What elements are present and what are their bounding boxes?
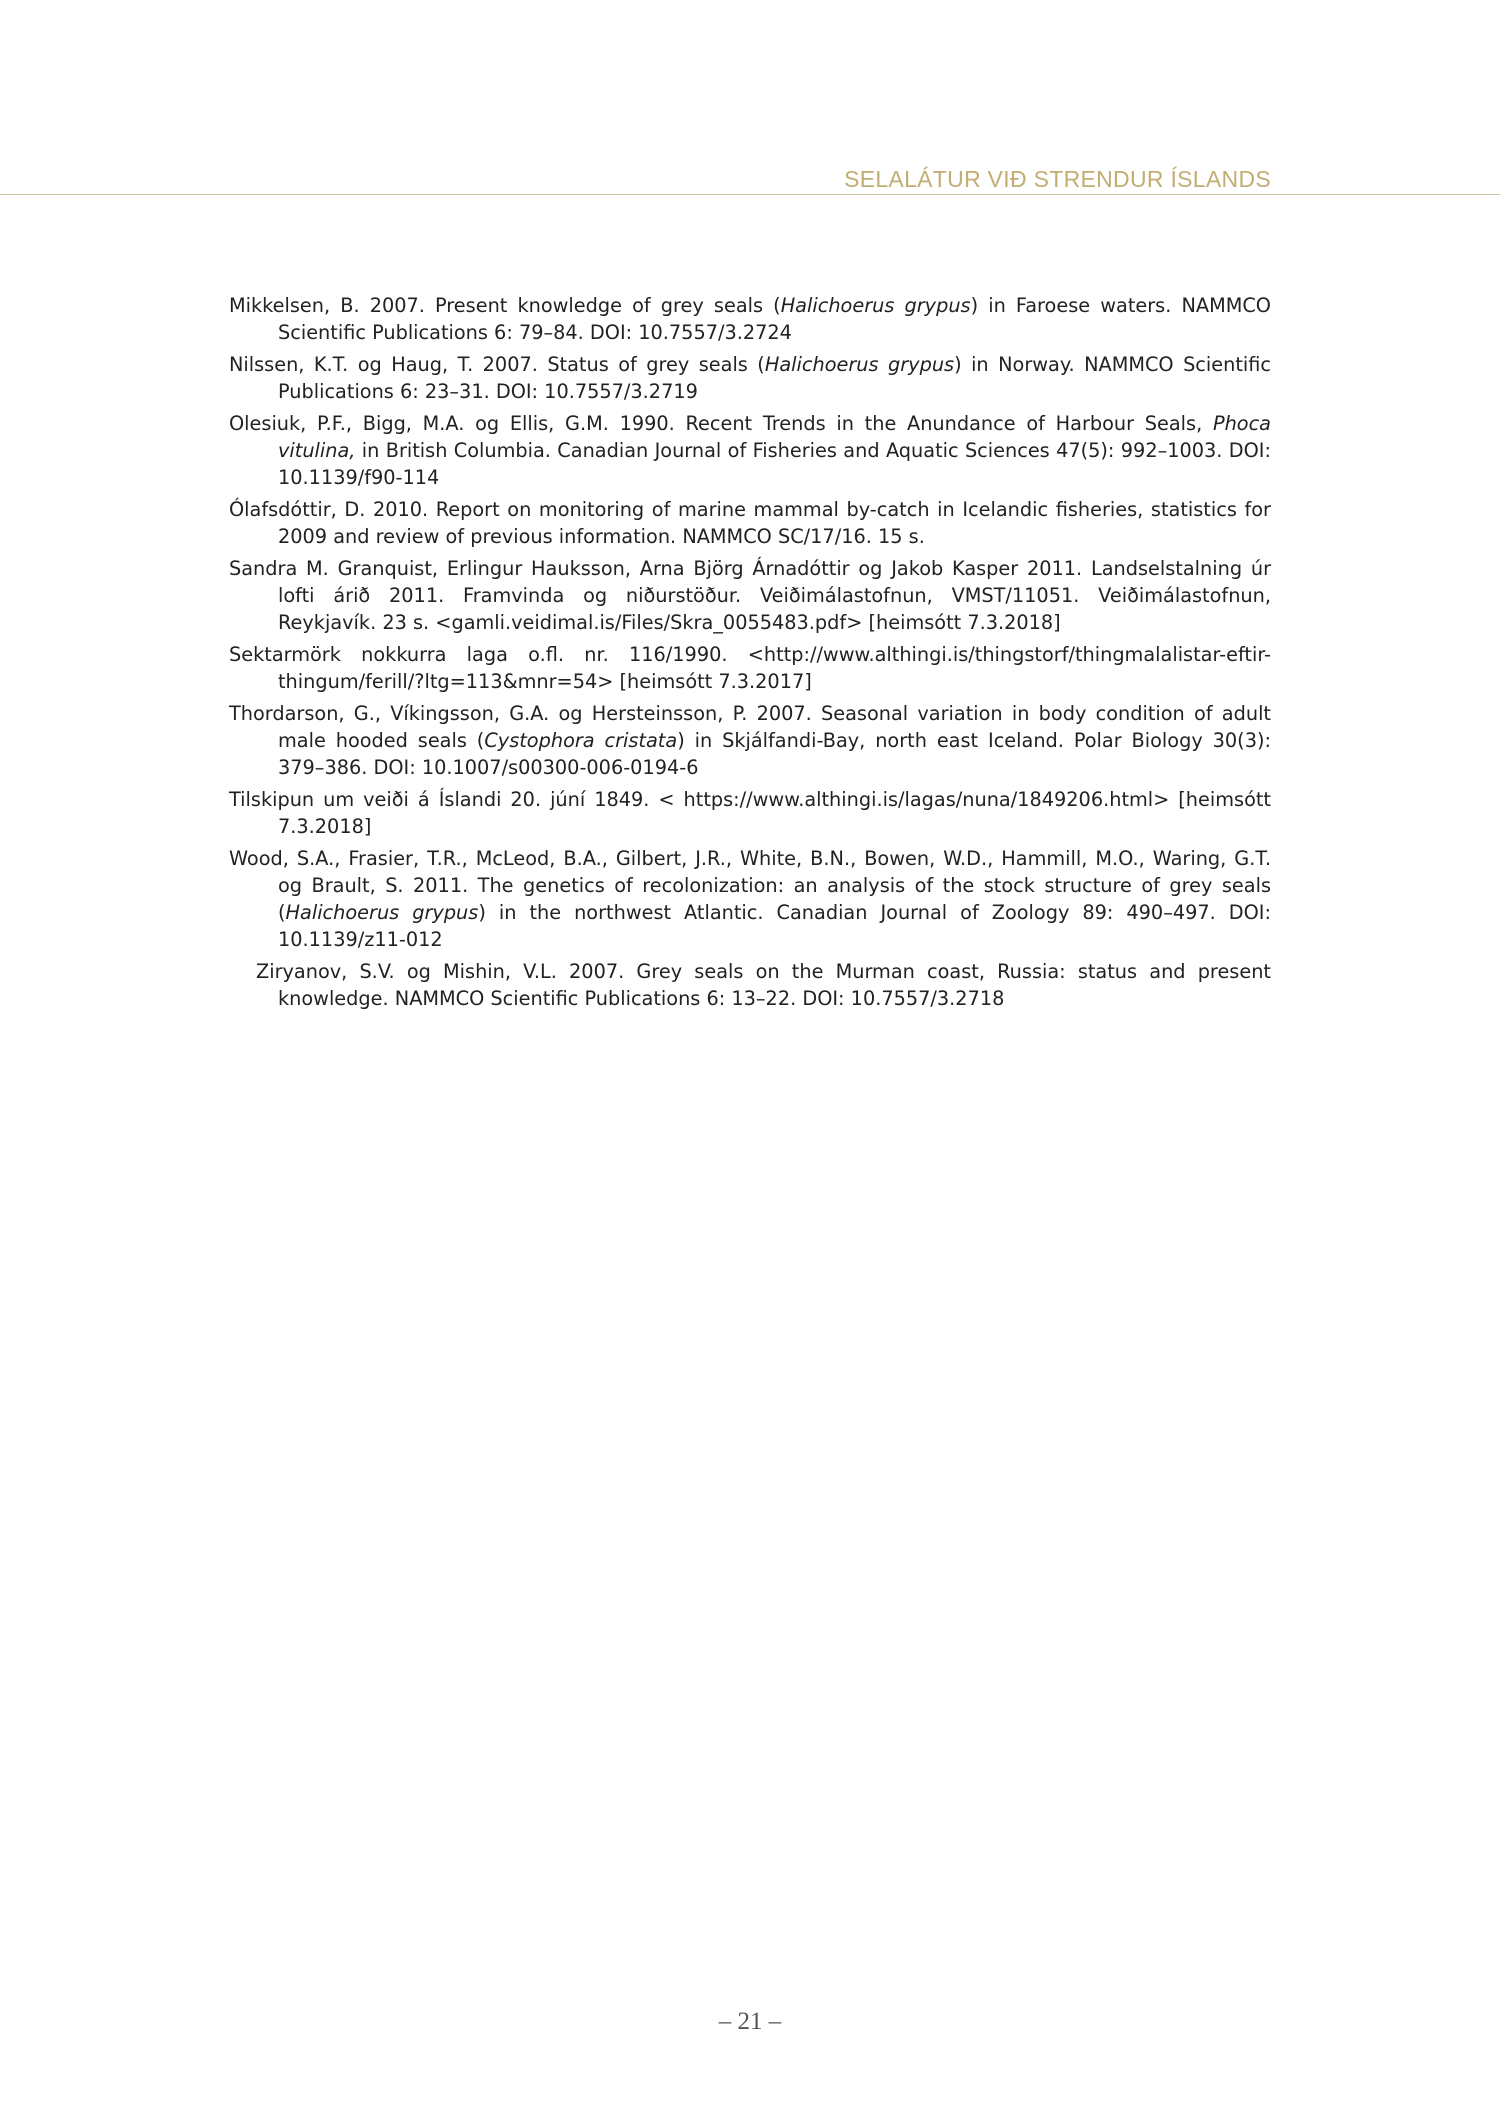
header-divider xyxy=(0,194,1500,195)
reference-text: Wood, S.A., Frasier, T.R., McLeod, B.A., Gilbert, J.R., White, B.N., Bowen, W.D., Hammill, M.O., Waring, G.T. og Brault, S. 2011. The genetics of recolonization: an analysis of the stock structure of grey seals ( xyxy=(229,847,1271,924)
reference-text: Thordarson, G., Víkingsson, G.A. og Hersteinsson, P. 2007. Seasonal variation in body condition of adult male hooded seals ( xyxy=(229,702,1271,752)
page-number: – 21 – xyxy=(718,2008,782,2035)
reference-text-continued: ) in Norway. NAMMCO Scientific Publications 6: 23–31. DOI: 10.7557/3.2719 xyxy=(278,353,1272,403)
reference-text: Ólafsdóttir, D. 2010. Report on monitoring of marine mammal by-catch in Icelandic fisheries, statistics for 2009 and review of previous information. NAMMCO SC/17/16. 15 s. xyxy=(229,498,1271,548)
reference-item xyxy=(229,700,1271,781)
reference-text-continued: in British Columbia. Canadian Journal of Fisheries and Aquatic Sciences 47(5): 992–1003. DOI: 10.1139/f90-114 xyxy=(278,439,1271,489)
reference-text: Sandra M. Granquist, Erlingur Hauksson, Arna Björg Árnadóttir og Jakob Kasper 2011. Landselstalning úr lofti árið 2011. Framvinda og niðurstöður. Veiðimálastofnun, VMST/11051. Veiðimálastofnun, Reykjavík. 23 s. <gamli.veidimal.is/Files/Skra_0055483.pdf> [heimsótt 7.3.2018] xyxy=(229,557,1271,634)
reference-item xyxy=(229,410,1271,491)
reference-item xyxy=(229,292,1271,346)
reference-species-name: Phoca vitulina, xyxy=(278,412,1271,462)
reference-item xyxy=(229,641,1271,695)
reference-list xyxy=(229,292,1271,1017)
reference-text: Sektarmörk nokkurra laga o.fl. nr. 116/1990. <http://www.althingi.is/thingstorf/thingmalalistar-eftir-thingum/ferill/?ltg=113&mnr=54> [heimsótt 7.3.2017] xyxy=(229,643,1271,693)
reference-text: Nilssen, K.T. og Haug, T. 2007. Status of grey seals ( xyxy=(229,353,765,376)
reference-species-name: Halichoerus grypus xyxy=(780,294,971,317)
reference-item xyxy=(229,958,1271,1012)
reference-species-name: Cystophora cristata xyxy=(484,729,678,752)
reference-species-name: Halichoerus grypus xyxy=(285,901,479,924)
reference-item xyxy=(229,555,1271,636)
reference-text-continued: ) in the northwest Atlantic. Canadian Journal of Zoology 89: 490–497. DOI: 10.1139/z11-012 xyxy=(278,901,1271,951)
reference-species-name: Halichoerus grypus xyxy=(764,353,955,376)
reference-text: Ziryanov, S.V. og Mishin, V.L. 2007. Grey seals on the Murman coast, Russia: status and present knowledge. NAMMCO Scientific Publications 6: 13–22. DOI: 10.7557/3.2718 xyxy=(256,960,1271,1010)
reference-text: Mikkelsen, B. 2007. Present knowledge of grey seals ( xyxy=(229,294,781,317)
reference-text-continued: ) in Faroese waters. NAMMCO Scientific Publications 6: 79–84. DOI: 10.7557/3.2724 xyxy=(278,294,1271,344)
reference-item xyxy=(229,786,1271,840)
reference-item xyxy=(229,351,1271,405)
reference-text: Tilskipun um veiði á Íslandi 20. júní 1849. < https://www.althingi.is/lagas/nuna/1849206.html> [heimsótt 7.3.2018] xyxy=(229,788,1271,838)
reference-text: Olesiuk, P.F., Bigg, M.A. og Ellis, G.M. 1990. Recent Trends in the Anundance of Harbour Seals, xyxy=(229,412,1213,435)
reference-text-continued: ) in Skjálfandi-Bay, north east Iceland. Polar Biology 30(3): 379–386. DOI: 10.1007/s00300-006-0194-6 xyxy=(278,729,1271,779)
reference-item xyxy=(229,845,1271,953)
running-header-title: SELALÁTUR VIÐ STRENDUR ÍSLANDS xyxy=(844,166,1271,192)
reference-item xyxy=(229,496,1271,550)
